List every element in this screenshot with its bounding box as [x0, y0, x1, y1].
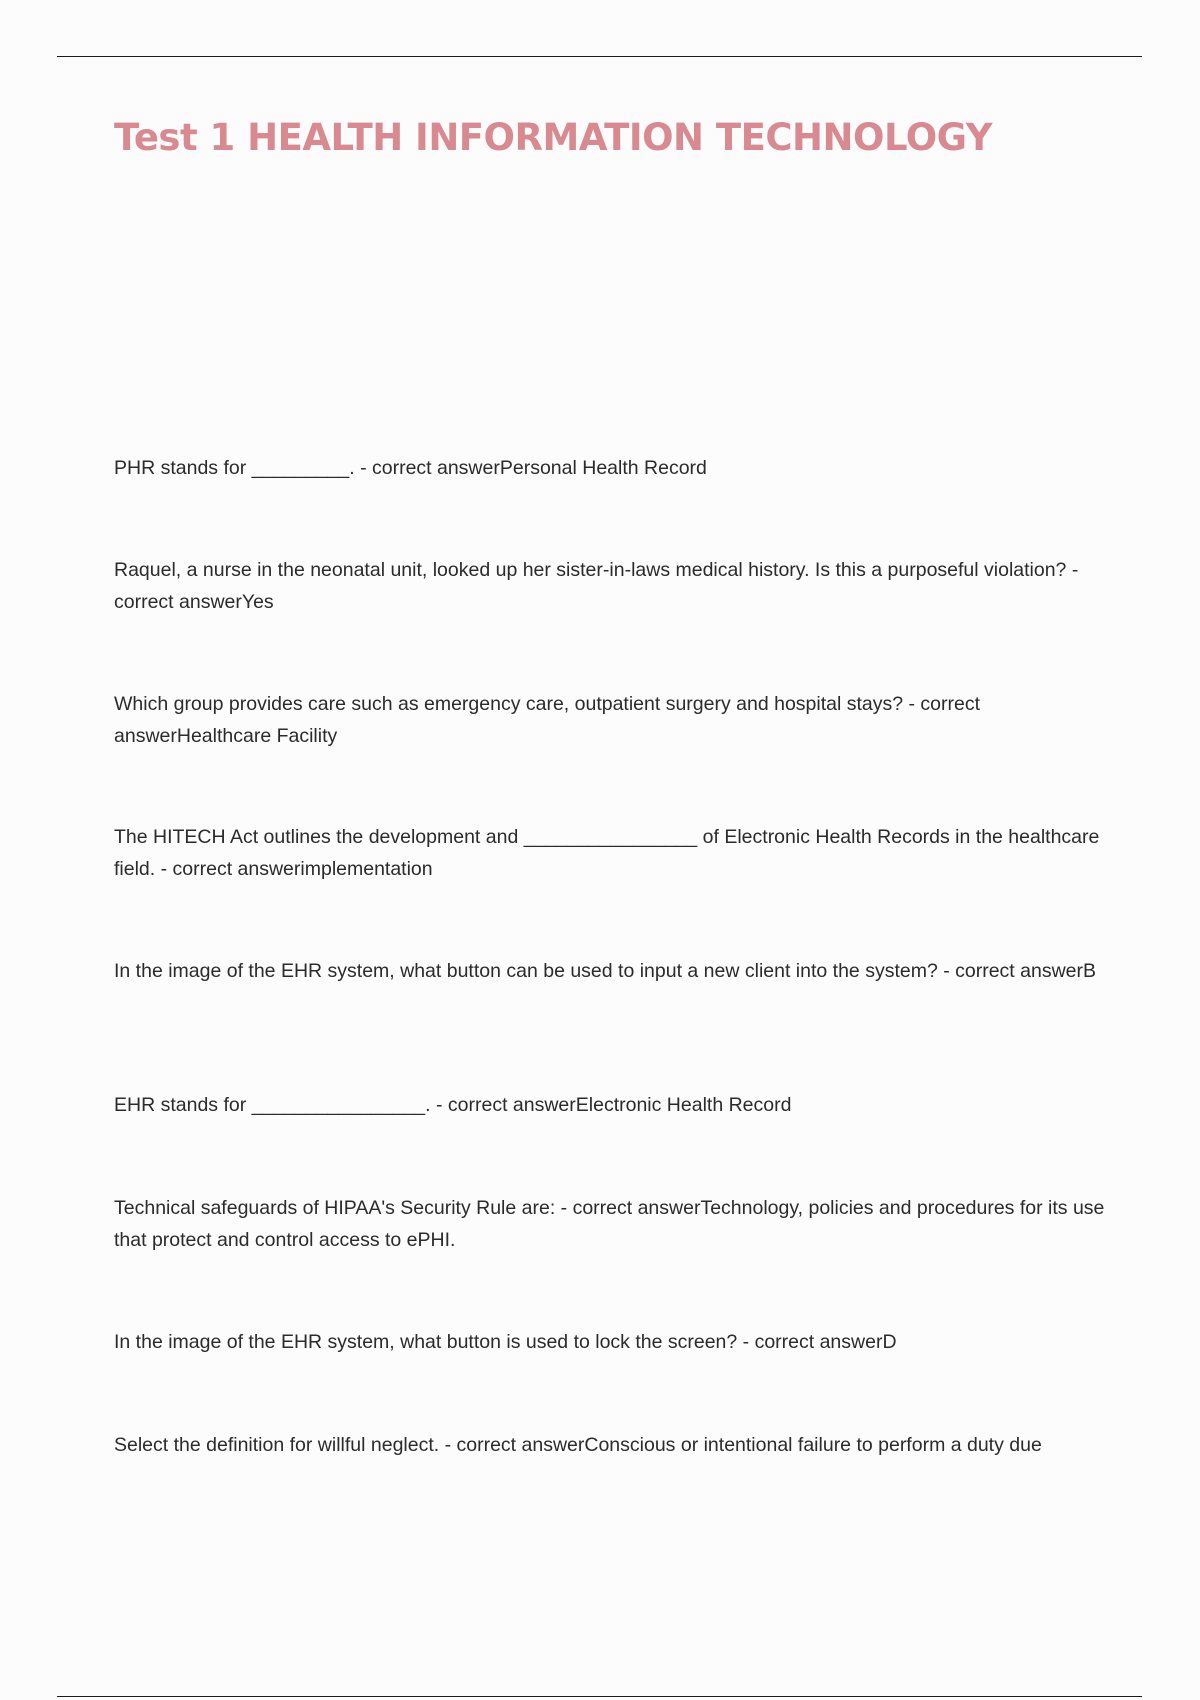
qa-item: Raquel, a nurse in the neonatal unit, looked up her sister-in-laws medical history. Is this a purposeful violation? - correct answerYes	[114, 559, 1079, 613]
qa-item: The HITECH Act outlines the development and ________________ of Electronic Health Records in the healthcare field. - correct answerimplementation	[114, 826, 1100, 880]
qa-item: In the image of the EHR system, what button can be used to input a new client into the system? - correct answerB	[114, 960, 1096, 982]
qa-item: PHR stands for _________. - correct answerPersonal Health Record	[114, 457, 707, 479]
qa-item: Technical safeguards of HIPAA's Security Rule are: - correct answerTechnology, policies and procedures for its use that protect and control access to ePHI.	[114, 1197, 1105, 1251]
qa-item: Which group provides care such as emergency care, outpatient surgery and hospital stays? - correct answerHealthcare Facility	[114, 693, 981, 747]
qa-item: In the image of the EHR system, what button is used to lock the screen? - correct answerD	[114, 1331, 897, 1353]
bottom-rule	[57, 1696, 1142, 1697]
document-title: Test 1 HEALTH INFORMATION TECHNOLOGY	[114, 116, 993, 159]
top-rule	[57, 56, 1142, 57]
qa-item: EHR stands for ________________. - correct answerElectronic Health Record	[114, 1094, 792, 1116]
qa-item: Select the definition for willful neglect. - correct answerConscious or intentional failure to perform a duty due	[114, 1434, 1042, 1456]
